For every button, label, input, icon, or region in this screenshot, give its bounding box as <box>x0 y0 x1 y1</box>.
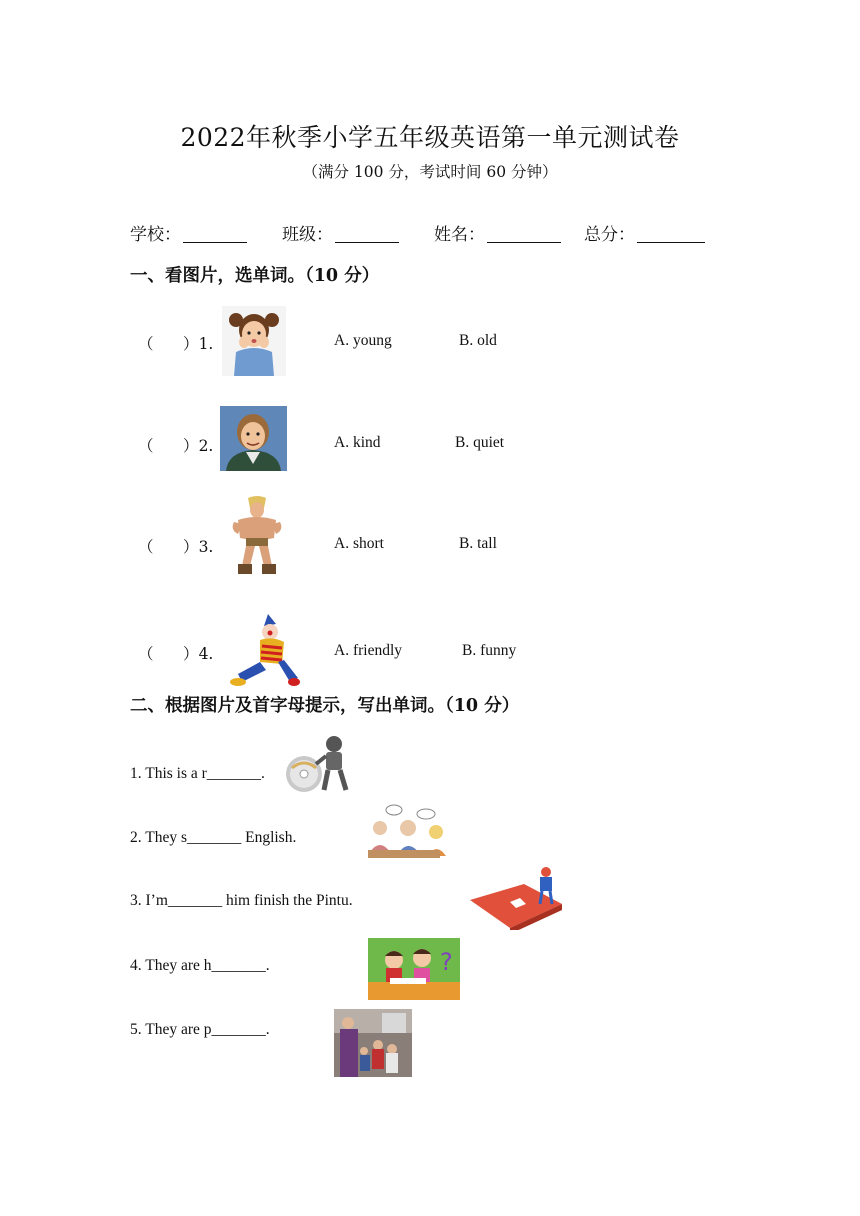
question-number: 2. <box>198 437 214 455</box>
name-field <box>434 220 561 245</box>
school-blank[interactable] <box>183 226 247 243</box>
page-subtitle: （满分 100 分，考试时间 60 分钟） <box>302 163 558 181</box>
fill-item-3[interactable]: 3. I’m_______ him finish the Pintu. <box>130 892 353 909</box>
option-a[interactable]: A. friendly <box>334 642 403 659</box>
section1-heading: 一、看图片，选单词。（10 分） <box>130 266 380 286</box>
clown-picture <box>230 612 302 688</box>
fill-item-4[interactable]: 4. They are h_______. <box>130 957 270 974</box>
question-row-2 <box>138 434 213 456</box>
question-row-4 <box>138 642 213 664</box>
option-b[interactable]: B. tall <box>459 535 497 552</box>
option-b[interactable]: B. old <box>459 332 497 349</box>
class-field <box>282 220 399 245</box>
little-girl-picture <box>222 306 286 376</box>
classroom-photo <box>334 1009 412 1077</box>
option-a[interactable]: A. short <box>334 535 384 552</box>
cartoon-man-picture <box>220 406 287 471</box>
puzzle-picture <box>466 864 564 930</box>
option-b[interactable]: B. quiet <box>455 434 505 451</box>
score-field <box>584 220 705 245</box>
question-row-3 <box>138 535 213 557</box>
fill-item-2[interactable]: 2. They s_______ English. <box>130 829 297 846</box>
fill-item-5[interactable]: 5. They are p_______. <box>130 1021 270 1038</box>
name-blank[interactable] <box>487 226 561 243</box>
question-row-1 <box>138 332 213 354</box>
option-b[interactable]: B. funny <box>462 642 517 659</box>
muscle-man-picture <box>228 494 286 576</box>
answer-paren[interactable]: （ ） <box>138 335 199 353</box>
robot-picture <box>282 734 358 792</box>
question-number: 1. <box>198 335 214 353</box>
name-label: 姓名： <box>434 225 485 245</box>
option-a[interactable]: A. kind <box>334 434 381 451</box>
kids-studying-picture <box>368 938 460 1000</box>
school-label: 学校： <box>130 225 181 245</box>
option-a[interactable]: A. young <box>334 332 392 349</box>
score-label: 总分： <box>584 225 635 245</box>
class-blank[interactable] <box>335 226 399 243</box>
people-talking-picture <box>362 802 446 866</box>
score-blank[interactable] <box>637 226 705 243</box>
class-label: 班级： <box>282 225 333 245</box>
question-number: 3. <box>198 538 214 556</box>
answer-paren[interactable]: （ ） <box>138 437 199 455</box>
answer-paren[interactable]: （ ） <box>138 645 199 663</box>
fill-item-1[interactable]: 1. This is a r_______. <box>130 765 265 782</box>
question-number: 4. <box>198 645 214 663</box>
page-title: 2022年秋季小学五年级英语第一单元测试卷 <box>180 123 680 152</box>
answer-paren[interactable]: （ ） <box>138 538 199 556</box>
school-field <box>130 220 247 245</box>
section2-heading: 二、根据图片及首字母提示，写出单词。（10 分） <box>130 696 520 716</box>
svg-text:?: ? <box>440 948 453 976</box>
